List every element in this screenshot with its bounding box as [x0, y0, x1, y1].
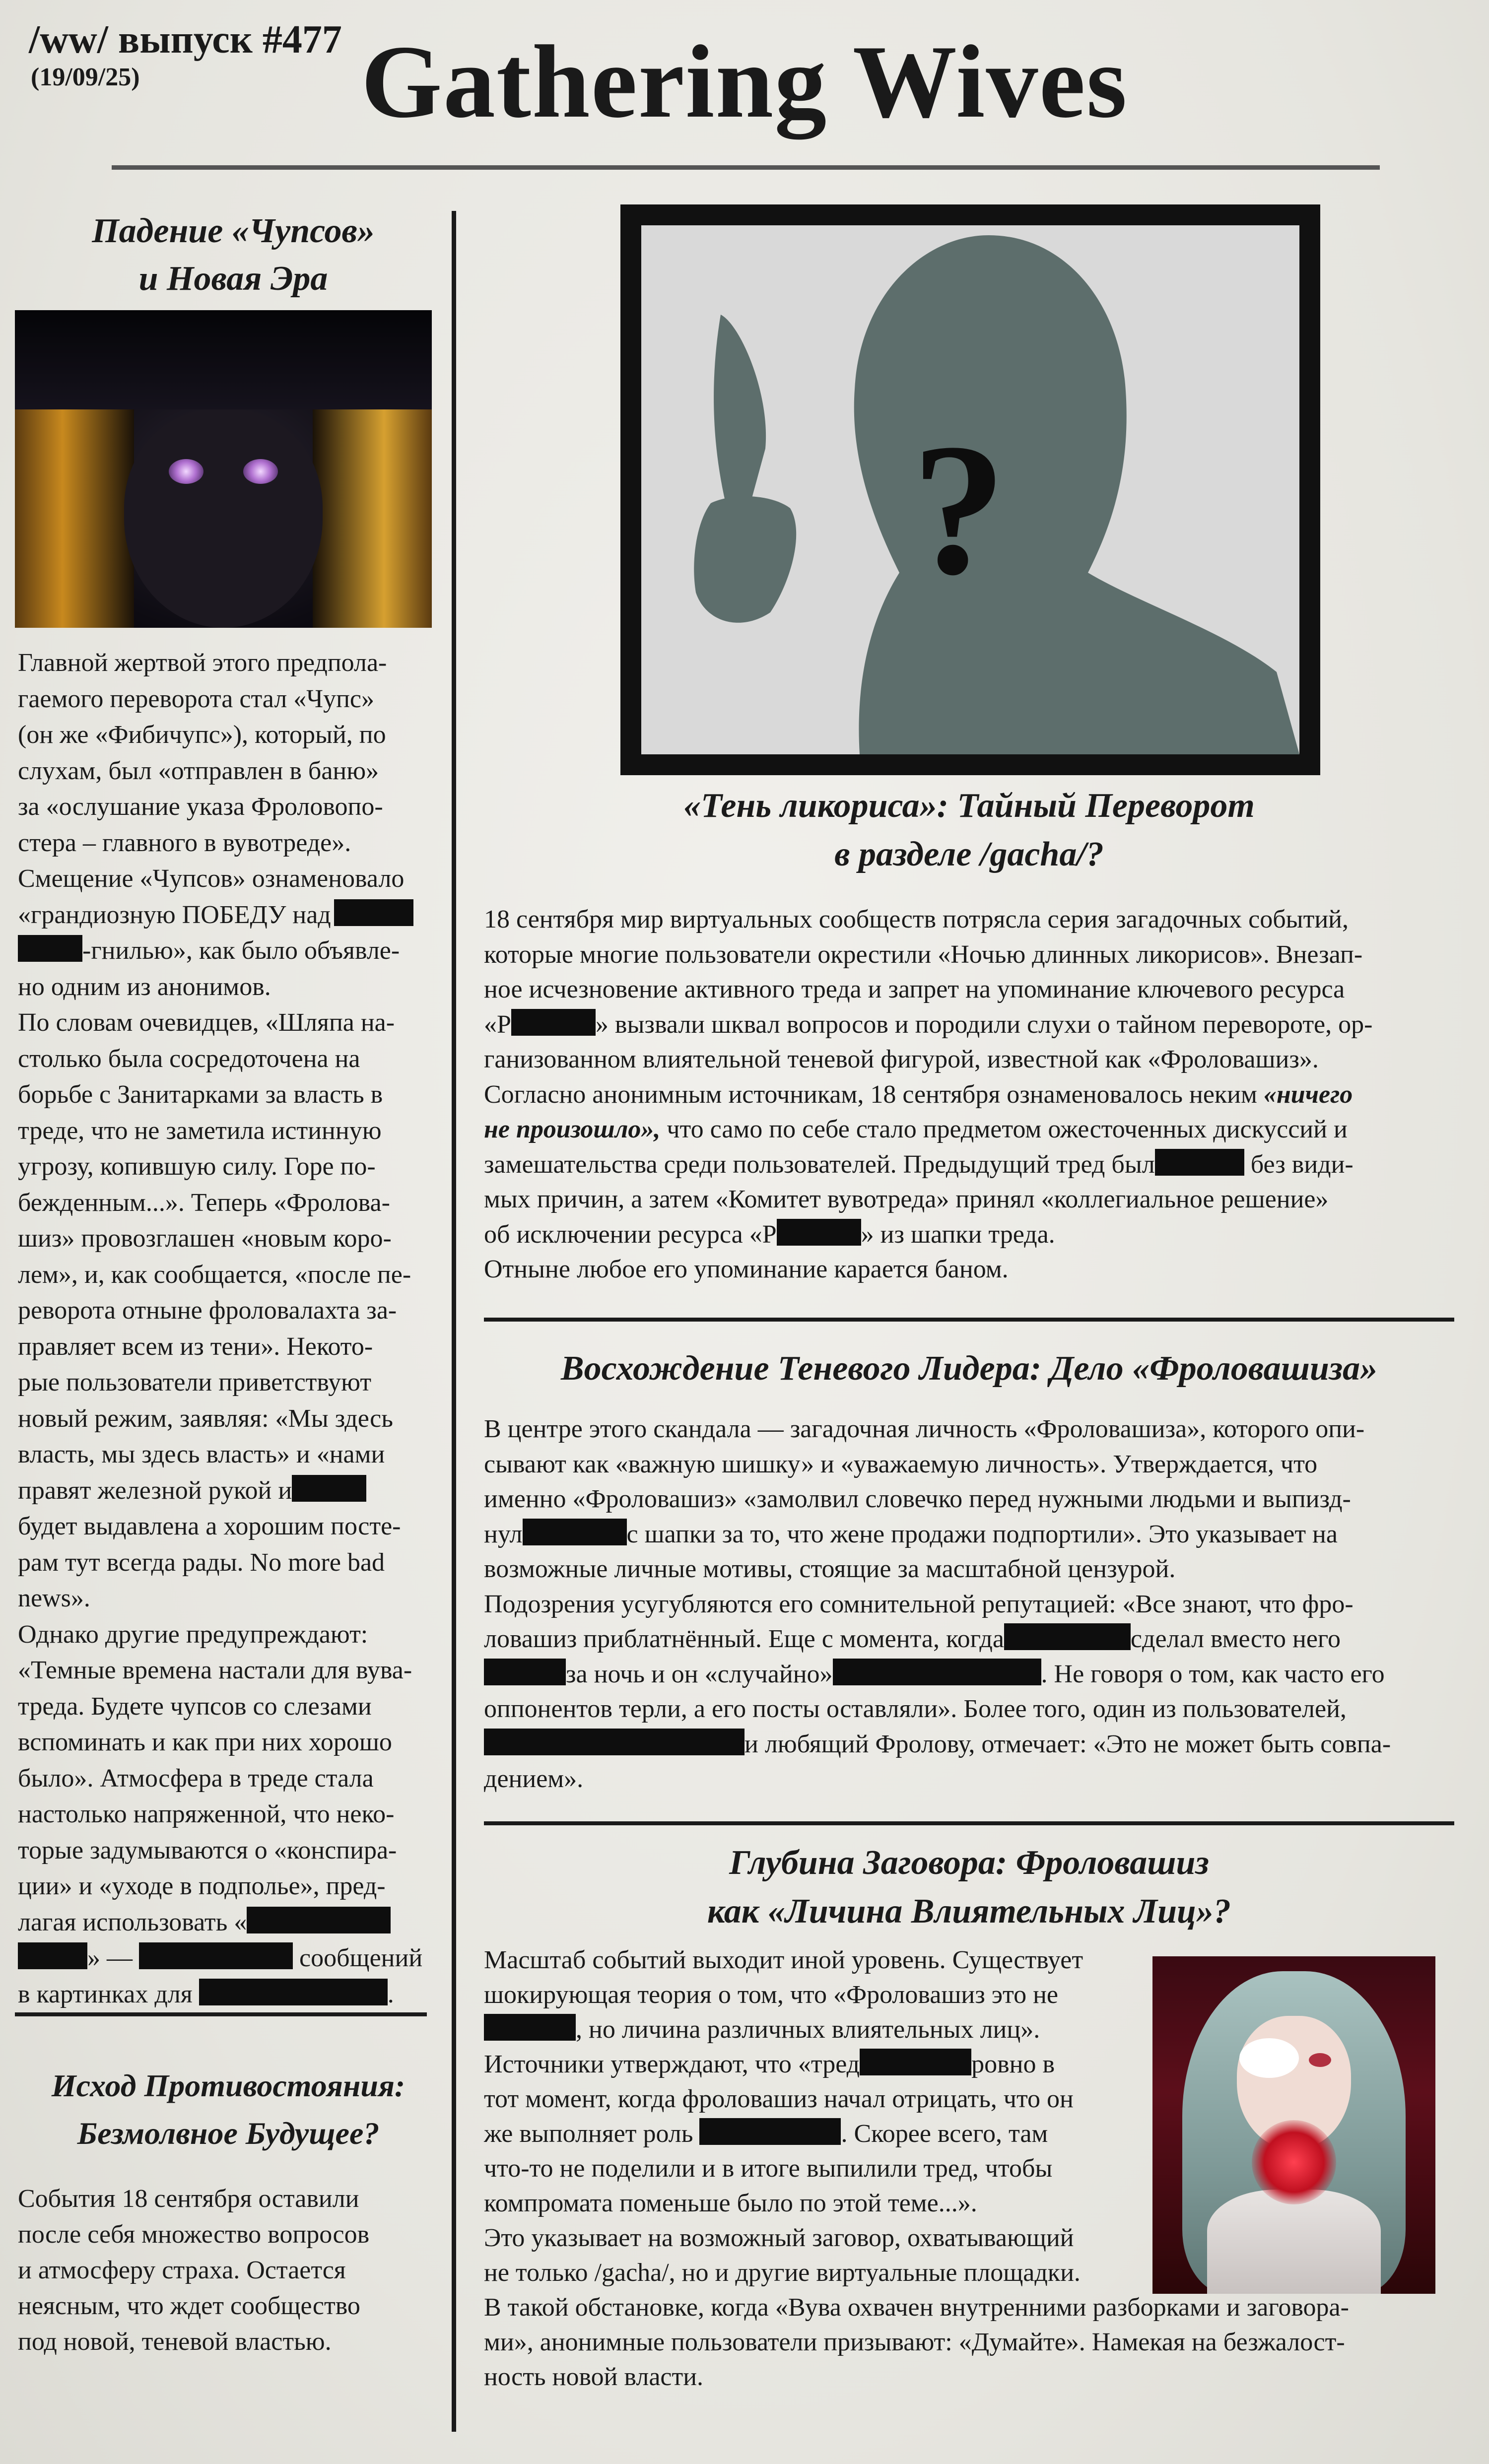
headline-line: «Тень ликориса»: Тайный Переворот [683, 787, 1255, 825]
text-span: в картинках для [18, 1980, 193, 2008]
text-line: в картинках для . [18, 1977, 430, 2013]
hand-silhouette [694, 496, 796, 623]
text-line [484, 1657, 1454, 1692]
text-line: будет выдавлена а хорошим постe- [18, 1512, 401, 1540]
text-span: «грандиозную ПОБЕДУ над [18, 900, 331, 929]
text-line [484, 1112, 1454, 1147]
text-line: сывают как «важную шишку» и «уважаемую личность». Утверждается, что [484, 1450, 1318, 1478]
text-line: возможные личные мотивы, стоящие за масштабной цензурой. [484, 1555, 1176, 1583]
text-line: мых причин, а затем «Комитет вувотреда» принял «коллегиальное решение» [484, 1185, 1329, 1213]
text-line: треде, что не заметила истинную [18, 1116, 382, 1145]
text-span: без види- [1250, 1150, 1354, 1179]
masthead-rule [112, 165, 1380, 170]
text-line: власть, мы здесь власть» и «нами [18, 1440, 385, 1468]
text-span: Источники утверждают, что «тред [484, 2050, 860, 2078]
text-line: но одним из анонимов. [18, 972, 271, 1001]
text-line: шокирующая теория о том, что «Фроловашиз это не [484, 1981, 1058, 2009]
text-line: не только /gacha/, но и другие виртуальные площадки. [484, 2259, 1081, 2287]
text-line [484, 2012, 1144, 2047]
text-line: борьбе с Занитарками за власть в [18, 1080, 383, 1109]
glowing-eye-left [169, 459, 203, 484]
face [124, 409, 323, 628]
text-line [18, 933, 430, 969]
headline-line: Исход Противостояния: [51, 2068, 406, 2103]
text-line: По словам очевидцев, «Шляпа на- [18, 1008, 395, 1037]
left-article2-headline [15, 2062, 442, 2157]
text-line [484, 1727, 1454, 1762]
text-line [484, 1077, 1454, 1113]
text-span: с шапки за то, что жене продажи подпортили». Это указывает на [626, 1520, 1338, 1548]
right-section-divider-1 [484, 1318, 1454, 1322]
headline-line: Падение «Чупсов» [92, 212, 375, 250]
redaction-bar [1004, 1623, 1131, 1650]
text-line: Масштаб событий выходит иной уровень. Существует [484, 1946, 1083, 1974]
text-span: правят железной рукой и [18, 1476, 292, 1505]
text-line: торые задумываются о «конспира- [18, 1836, 397, 1865]
text-line: за «ослушание указа Фроловопо- [18, 793, 383, 821]
text-span: «Р [484, 1010, 511, 1039]
text-line [484, 1217, 1454, 1253]
glowing-eye-right [243, 459, 278, 484]
text-span: сообщений [299, 1944, 423, 1972]
text-span: замешательства среди пользователей. Предыдущий тред был [484, 1150, 1155, 1179]
text-line [484, 2047, 1144, 2082]
redaction-bar [484, 1659, 566, 1685]
text-line: гаемого переворота стал «Чупс» [18, 684, 374, 713]
redaction-bar [484, 1729, 744, 1755]
question-mark: ? [912, 405, 1006, 614]
redaction-bar [484, 2014, 576, 2041]
spider-lily-flower [1252, 2120, 1336, 2204]
text-line: ное исчезновение активного треда и запрет на упоминание ключевого ресурса [484, 975, 1345, 1003]
issue-number: /ww/ выпуск #477 [29, 18, 342, 62]
redaction-bar [511, 1009, 596, 1036]
text-line: В центре этого скандала — загадочная личность «Фроловашиза», которого опи- [484, 1415, 1365, 1443]
text-span: -гнилью», как было объявле- [82, 936, 400, 965]
text-span: и любящий Фролову, отмечает: «Это не может быть совпа- [744, 1730, 1391, 1758]
text-span: сделал вместо него [1130, 1625, 1341, 1653]
red-eye [1309, 2053, 1331, 2067]
text-span: что само по себе стало предметом ожесточенных дискуссий и [667, 1115, 1348, 1143]
issue-date: (19/09/25) [31, 63, 140, 91]
text-line: что-то не поделили и в итоге выпилили тред, чтобы [484, 2154, 1053, 2183]
left-section-divider [15, 2012, 427, 2016]
text-line: ми», анонимные пользователи призывают: «Думайте». Намекая на безжалост- [484, 2328, 1345, 2356]
text-span-emphasis: «ничего [1263, 1080, 1353, 1109]
text-line: дением». [484, 1765, 584, 1793]
text-line [18, 1473, 430, 1509]
text-line [18, 1905, 430, 1941]
text-span: же выполняет роль [484, 2120, 693, 2148]
redaction-bar [1155, 1149, 1244, 1176]
text-line: Главной жертвой этого предпола- [18, 649, 387, 677]
text-line: под новой, теневой властью. [18, 2328, 332, 2356]
text-line: новый режим, заявляя: «Мы здесь [18, 1404, 393, 1433]
headline-line: и Новая Эра [138, 260, 328, 298]
mystery-silhouette-svg [641, 225, 1299, 754]
text-line: лем», и, как сообщается, «после пе- [18, 1260, 411, 1289]
hat [15, 310, 432, 409]
text-line: ность новой власти. [484, 2363, 704, 2391]
text-line: Отныне любое его упоминание карается баном. [484, 1255, 1009, 1283]
text-span: нул [484, 1520, 523, 1548]
text-line: после себя множество вопросов [18, 2220, 370, 2249]
right-article2-body [484, 1412, 1454, 1797]
right-article1-body [484, 902, 1454, 1287]
left-article1-body [18, 645, 430, 2012]
redaction-bar [860, 2049, 971, 2075]
text-span: ровно в [971, 2050, 1055, 2078]
redaction-bar [18, 935, 82, 962]
text-span-emphasis: не произошло», [484, 1115, 661, 1143]
text-line: которые многие пользователи окрестили «Ночью длинных ликорисов». Внезап- [484, 940, 1363, 969]
text-line: компромата поменьше было по этой теме...». [484, 2189, 977, 2217]
text-line: ганизованном влиятельной теневой фигурой, известной как «Фроловашиз». [484, 1045, 1319, 1073]
text-line: треда. Будете чупсов со слезами [18, 1692, 372, 1721]
text-line: угрозу, копившую силу. Горе по- [18, 1152, 376, 1181]
text-line: и атмосферу страха. Остается [18, 2256, 346, 2284]
text-span: ловашиз приблатнённый. Еще с момента, когда [484, 1625, 1004, 1653]
redaction-bar [777, 1219, 861, 1246]
text-span: » вызвали шквал вопросов и породили слухи о тайном перевороте, ор- [595, 1010, 1373, 1039]
text-line: реворота отныне фроловалахта за- [18, 1296, 397, 1325]
text-line: news». [18, 1584, 90, 1612]
text-line: «Темные времена настали для вува- [18, 1656, 412, 1684]
text-line: Подозрения усугубляются его сомнительной репутацией: «Все знают, что фро- [484, 1590, 1354, 1618]
text-line: Это указывает на возможный заговор, охватывающий [484, 2224, 1074, 2252]
left-article1-headline [15, 207, 452, 303]
text-span: лагая использовать « [18, 1908, 247, 1936]
text-line: именно «Фроловашиз» «замолвил словечко перед нужными людьми и выпизд- [484, 1485, 1351, 1513]
text-line [484, 2117, 1144, 2151]
redaction-bar [523, 1519, 627, 1545]
text-line: шиз» провозглашен «новым коро- [18, 1224, 392, 1253]
right-article2-headline: Восхождение Теневого Лидера: Дело «Фроловашиза» [560, 1349, 1378, 1388]
text-span: , но личина различных влиятельных лиц». [576, 2015, 1040, 2044]
dress [1207, 2190, 1381, 2294]
text-line: настолько напряженной, что неко- [18, 1800, 395, 1828]
left-article2-body [18, 2181, 430, 2360]
right-article1-headline [484, 782, 1454, 879]
hair-right [313, 400, 432, 628]
redaction-bar [699, 2118, 841, 2145]
text-line [484, 1517, 1454, 1552]
text-line: слухам, был «отправлен в баню» [18, 756, 379, 785]
image-canvas [641, 225, 1299, 754]
column-divider [452, 211, 456, 2432]
right-article3-body-bottom [484, 2290, 1454, 2395]
text-line: рые пользователи приветствуют [18, 1368, 372, 1397]
lycoris-girl-image [1152, 1956, 1435, 2294]
text-line: 18 сентября мир виртуальных сообществ потрясла серия загадочных событий, [484, 905, 1349, 933]
text-line: Смещение «Чупсов» ознаменовало [18, 865, 405, 893]
redaction-bar [139, 1942, 293, 1969]
text-line [18, 1940, 430, 1977]
text-line [484, 1622, 1454, 1657]
redaction-bar [18, 1942, 87, 1969]
right-section-divider-2 [484, 1821, 1454, 1825]
headline-line: Глубина Заговора: Фроловашиз [729, 1844, 1209, 1882]
text-line: было». Атмосфера в треде стала [18, 1764, 374, 1793]
masthead-title: Gathering Wives [361, 24, 1128, 139]
text-line: вспоминать и как при них хорошо [18, 1728, 392, 1756]
hair-left [15, 400, 134, 628]
text-line: тот момент, когда фроловашиз начал отрицать, что он [484, 2085, 1074, 2113]
redaction-bar [199, 1979, 388, 2005]
witch-portrait-image [15, 310, 432, 628]
headline-line: Безмолвное Будущее? [77, 2116, 380, 2151]
text-line: бежденным...». Теперь «Фролова- [18, 1188, 390, 1217]
text-line: рам тут всегда рады. No more bad [18, 1548, 385, 1577]
right-article3-headline [484, 1839, 1454, 1936]
text-line: стера – главного в вувотреде». [18, 828, 351, 857]
eye-patch [1239, 2038, 1299, 2078]
headline-line: в разделе /gacha/? [834, 835, 1104, 873]
text-line: (он же «Фибичупс»), который, по [18, 721, 386, 749]
text-line: столько была сосредоточена на [18, 1044, 360, 1073]
redaction-bar [334, 899, 413, 926]
text-line [18, 897, 430, 933]
redaction-bar [833, 1659, 1041, 1685]
text-span: за ночь и он «случайно» [566, 1660, 833, 1688]
text-span: . Скорее всего, там [841, 2120, 1048, 2148]
text-line: В такой обстановке, когда «Вува охвачен внутренними разборками и заговора- [484, 2293, 1349, 2322]
text-line: неясным, что ждет сообщество [18, 2292, 360, 2320]
text-line: Однако другие предупреждают: [18, 1620, 368, 1649]
redaction-bar [247, 1907, 391, 1933]
text-span: об исключении ресурса «Р [484, 1220, 777, 1249]
text-line: оппонентов терли, а его посты оставляли». Более того, один из пользователей, [484, 1695, 1347, 1723]
text-span: Согласно анонимным источникам, 18 сентября ознаменовалось неким [484, 1080, 1257, 1109]
text-span: » — [87, 1944, 133, 1972]
knife-silhouette-icon [714, 315, 766, 503]
text-line: События 18 сентября оставили [18, 2185, 359, 2213]
text-line [484, 1147, 1454, 1183]
text-line: ции» и «уходе в подполье», пред- [18, 1872, 386, 1900]
text-line [484, 1007, 1454, 1043]
mystery-figure-image [620, 204, 1320, 775]
headline-line: как «Личина Влиятельных Лиц»? [707, 1892, 1231, 1931]
text-span: . Не говоря о том, как часто его [1041, 1660, 1385, 1688]
redaction-bar [292, 1475, 366, 1502]
text-span: » из шапки треда. [861, 1220, 1055, 1249]
text-line: правляет всем из тени». Некото- [18, 1332, 373, 1361]
right-article3-body-top [484, 1943, 1144, 2290]
